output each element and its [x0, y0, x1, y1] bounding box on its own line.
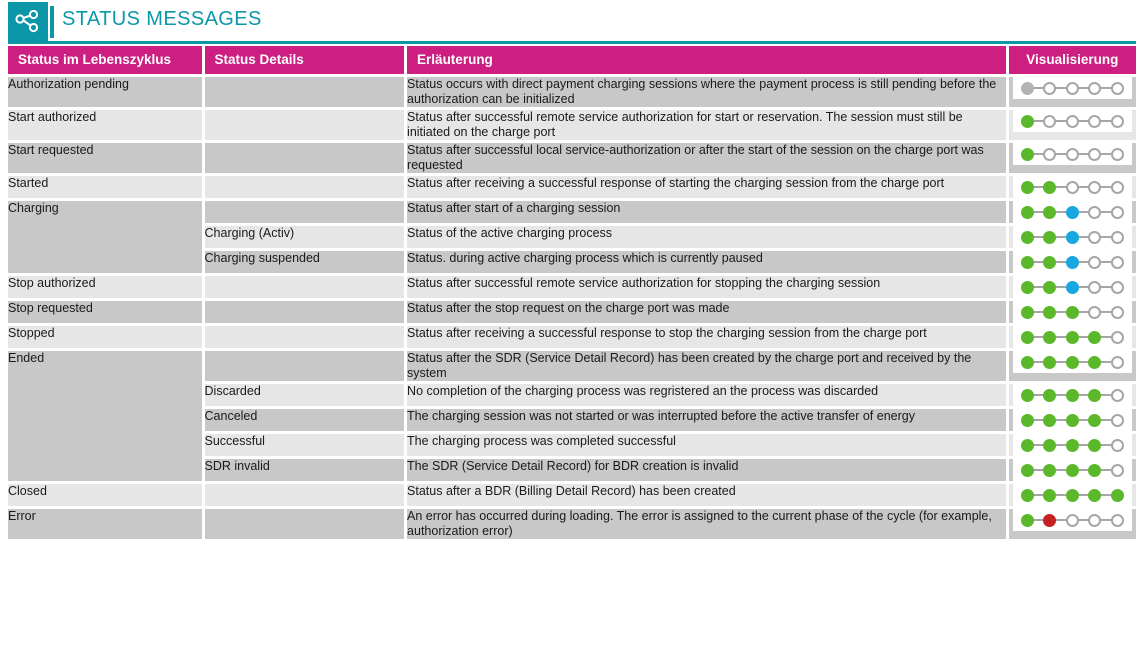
progress-dot-5-empty	[1111, 206, 1124, 219]
progress-dot-1-green	[1021, 414, 1034, 427]
progress-indicator	[1013, 301, 1132, 323]
progress-dot-2-green	[1043, 256, 1056, 269]
visualisierung-wrap	[1009, 326, 1136, 348]
progress-dot-4-green	[1088, 356, 1101, 369]
cell-visualisierung	[1009, 251, 1136, 276]
progress-indicator	[1013, 77, 1132, 99]
cell-status: Start requested	[8, 143, 205, 176]
visualisierung-wrap	[1009, 434, 1136, 456]
progress-dot-3-green	[1066, 439, 1079, 452]
progress-dot-5-empty	[1111, 331, 1124, 344]
table-row	[8, 176, 1136, 201]
progress-dot-5-empty	[1111, 115, 1124, 128]
progress-dot-2-green	[1043, 306, 1056, 319]
cell-status-details: SDR invalid	[205, 459, 408, 484]
visualisierung-wrap	[1009, 201, 1136, 223]
progress-track	[1021, 513, 1124, 527]
progress-dot-1-green	[1021, 115, 1034, 128]
cell-visualisierung	[1009, 110, 1136, 143]
column-header-status: Status im Lebenszyklus	[8, 46, 205, 74]
progress-dot-1-green	[1021, 331, 1034, 344]
table-body	[8, 77, 1136, 542]
table-header-row	[8, 46, 1136, 74]
cell-status: Start authorized	[8, 110, 205, 143]
visualisierung-wrap	[1009, 509, 1136, 531]
progress-dot-2-green	[1043, 281, 1056, 294]
progress-indicator	[1013, 351, 1132, 373]
cell-erlaeuterung: The charging process was completed successful	[407, 434, 1009, 459]
visualisierung-wrap	[1009, 110, 1136, 132]
cell-status-details	[205, 201, 408, 226]
cell-visualisierung	[1009, 276, 1136, 301]
progress-dot-4-empty	[1088, 148, 1101, 161]
cell-status-details	[205, 110, 408, 143]
cell-status-details	[205, 276, 408, 301]
progress-dot-1-green	[1021, 281, 1034, 294]
cell-erlaeuterung: Status after start of a charging session	[407, 201, 1009, 226]
table-row	[8, 276, 1136, 301]
cell-erlaeuterung: Status after receiving a successful response to stop the charging session from the charge port	[407, 326, 1009, 351]
progress-dot-4-empty	[1088, 256, 1101, 269]
cell-erlaeuterung: Status occurs with direct payment charging sessions where the payment process is still pending before the authorization can be initialized	[407, 77, 1009, 110]
progress-dot-4-empty	[1088, 281, 1101, 294]
progress-dot-1-green	[1021, 439, 1034, 452]
cell-status-details	[205, 351, 408, 384]
cell-status-details	[205, 484, 408, 509]
cell-erlaeuterung: Status of the active charging process	[407, 226, 1009, 251]
progress-track	[1021, 230, 1124, 244]
progress-dot-2-green	[1043, 356, 1056, 369]
header-divider	[50, 6, 54, 38]
progress-track	[1021, 330, 1124, 344]
cell-status-details	[205, 326, 408, 351]
progress-dot-3-green	[1066, 489, 1079, 502]
visualisierung-wrap	[1009, 409, 1136, 431]
progress-dot-2-green	[1043, 414, 1056, 427]
progress-dot-2-green	[1043, 181, 1056, 194]
cell-visualisierung	[1009, 384, 1136, 409]
cell-visualisierung	[1009, 201, 1136, 226]
progress-track	[1021, 255, 1124, 269]
cell-status: Started	[8, 176, 205, 201]
progress-dot-2-red	[1043, 514, 1056, 527]
progress-indicator	[1013, 226, 1132, 248]
visualisierung-wrap	[1009, 143, 1136, 165]
cell-status: Stop requested	[8, 301, 205, 326]
table-row	[8, 143, 1136, 176]
progress-dot-4-empty	[1088, 82, 1101, 95]
progress-indicator	[1013, 409, 1132, 431]
progress-dot-4-green	[1088, 439, 1101, 452]
progress-track	[1021, 413, 1124, 427]
progress-dot-3-blue	[1066, 231, 1079, 244]
progress-indicator	[1013, 276, 1132, 298]
progress-dot-4-empty	[1088, 181, 1101, 194]
cell-erlaeuterung: Status after the stop request on the charge port was made	[407, 301, 1009, 326]
progress-dot-1-green	[1021, 231, 1034, 244]
table-row	[8, 201, 1136, 226]
progress-indicator	[1013, 143, 1132, 165]
progress-dot-5-empty	[1111, 148, 1124, 161]
cell-visualisierung	[1009, 301, 1136, 326]
cell-erlaeuterung: The SDR (Service Detail Record) for BDR creation is invalid	[407, 459, 1009, 484]
progress-indicator	[1013, 384, 1132, 406]
progress-track	[1021, 305, 1124, 319]
cell-status-details	[205, 77, 408, 110]
column-header-visualisierung: Visualisierung	[1009, 46, 1136, 74]
progress-dot-2-empty	[1043, 115, 1056, 128]
progress-dot-1-green	[1021, 464, 1034, 477]
progress-dot-3-green	[1066, 414, 1079, 427]
progress-dot-5-empty	[1111, 256, 1124, 269]
page-title: STATUS MESSAGES	[62, 8, 262, 30]
progress-dot-4-empty	[1088, 115, 1101, 128]
cell-status: Ended	[8, 351, 205, 484]
progress-dot-5-empty	[1111, 306, 1124, 319]
progress-dot-1-green	[1021, 389, 1034, 402]
progress-dot-4-empty	[1088, 306, 1101, 319]
visualisierung-wrap	[1009, 276, 1136, 298]
visualisierung-wrap	[1009, 77, 1136, 99]
progress-dot-3-empty	[1066, 514, 1079, 527]
cell-status-details	[205, 176, 408, 201]
cell-status: Authorization pending	[8, 77, 205, 110]
progress-dot-3-empty	[1066, 115, 1079, 128]
table-row	[8, 110, 1136, 143]
progress-track	[1021, 488, 1124, 502]
progress-dot-3-empty	[1066, 82, 1079, 95]
progress-dot-1-green	[1021, 148, 1034, 161]
table-row	[8, 509, 1136, 542]
cell-status: Closed	[8, 484, 205, 509]
cell-status: Charging	[8, 201, 205, 276]
table-row	[8, 326, 1136, 351]
cell-erlaeuterung: Status after successful remote service authorization for stopping the charging session	[407, 276, 1009, 301]
progress-dot-5-empty	[1111, 82, 1124, 95]
progress-dot-3-blue	[1066, 256, 1079, 269]
progress-dot-5-empty	[1111, 464, 1124, 477]
status-messages-table	[8, 46, 1136, 542]
progress-dot-2-green	[1043, 206, 1056, 219]
progress-dot-4-empty	[1088, 231, 1101, 244]
progress-dot-5-empty	[1111, 414, 1124, 427]
visualisierung-wrap	[1009, 301, 1136, 323]
cell-status-details	[205, 301, 408, 326]
visualisierung-wrap	[1009, 459, 1136, 481]
progress-track	[1021, 388, 1124, 402]
progress-dot-5-empty	[1111, 356, 1124, 369]
cell-erlaeuterung: The charging session was not started or was interrupted before the active transfer of energy	[407, 409, 1009, 434]
progress-dot-4-empty	[1088, 206, 1101, 219]
progress-dot-1-grey	[1021, 82, 1034, 95]
cell-visualisierung	[1009, 509, 1136, 542]
visualisierung-wrap	[1009, 251, 1136, 273]
progress-dot-1-green	[1021, 514, 1034, 527]
cell-status-details: Charging suspended	[205, 251, 408, 276]
progress-dot-3-green	[1066, 464, 1079, 477]
visualisierung-wrap	[1009, 484, 1136, 506]
cell-visualisierung	[1009, 326, 1136, 351]
header-rule	[8, 41, 1136, 44]
progress-indicator	[1013, 459, 1132, 481]
cell-status-details: Discarded	[205, 384, 408, 409]
cell-status-details: Canceled	[205, 409, 408, 434]
cell-status-details: Successful	[205, 434, 408, 459]
table-row	[8, 77, 1136, 110]
progress-dot-5-empty	[1111, 181, 1124, 194]
progress-dot-1-green	[1021, 206, 1034, 219]
progress-indicator	[1013, 176, 1132, 198]
cell-status-details	[205, 143, 408, 176]
progress-dot-2-green	[1043, 464, 1056, 477]
progress-track	[1021, 438, 1124, 452]
column-header-erlaeuterung: Erläuterung	[407, 46, 1009, 74]
cell-status: Stopped	[8, 326, 205, 351]
progress-indicator	[1013, 110, 1132, 132]
table-row	[8, 351, 1136, 384]
progress-indicator	[1013, 326, 1132, 348]
visualisierung-wrap	[1009, 226, 1136, 248]
cell-erlaeuterung: Status after successful local service-authorization or after the start of the session on the charge port was requested	[407, 143, 1009, 176]
progress-dot-4-green	[1088, 489, 1101, 502]
progress-dot-1-green	[1021, 256, 1034, 269]
progress-dot-3-green	[1066, 331, 1079, 344]
cell-visualisierung	[1009, 351, 1136, 384]
share-network-icon	[8, 2, 48, 42]
cell-visualisierung	[1009, 434, 1136, 459]
table-row	[8, 301, 1136, 326]
progress-dot-3-blue	[1066, 206, 1079, 219]
progress-track	[1021, 114, 1124, 128]
cell-visualisierung	[1009, 484, 1136, 509]
progress-dot-4-green	[1088, 464, 1101, 477]
progress-dot-1-green	[1021, 356, 1034, 369]
column-header-status-details: Status Details	[205, 46, 408, 74]
cell-erlaeuterung: Status. during active charging process which is currently paused	[407, 251, 1009, 276]
cell-erlaeuterung: An error has occurred during loading. The error is assigned to the current phase of the cycle (for example, authorization error)	[407, 509, 1009, 542]
progress-indicator	[1013, 509, 1132, 531]
progress-dot-4-green	[1088, 389, 1101, 402]
progress-dot-5-green	[1111, 489, 1124, 502]
progress-track	[1021, 147, 1124, 161]
visualisierung-wrap	[1009, 384, 1136, 406]
progress-dot-2-empty	[1043, 148, 1056, 161]
progress-track	[1021, 355, 1124, 369]
progress-dot-5-empty	[1111, 389, 1124, 402]
progress-dot-2-green	[1043, 439, 1056, 452]
table-row	[8, 484, 1136, 509]
progress-dot-1-green	[1021, 489, 1034, 502]
progress-dot-5-empty	[1111, 439, 1124, 452]
cell-visualisierung	[1009, 409, 1136, 434]
cell-erlaeuterung: Status after successful remote service authorization for start or reservation. The session must still be initiated on the charge port	[407, 110, 1009, 143]
progress-dot-1-green	[1021, 306, 1034, 319]
progress-track	[1021, 205, 1124, 219]
cell-status-details: Charging (Activ)	[205, 226, 408, 251]
cell-erlaeuterung: Status after a BDR (Billing Detail Record) has been created	[407, 484, 1009, 509]
progress-dot-2-green	[1043, 231, 1056, 244]
progress-dot-3-green	[1066, 356, 1079, 369]
progress-dot-2-green	[1043, 389, 1056, 402]
progress-dot-3-blue	[1066, 281, 1079, 294]
progress-dot-5-empty	[1111, 231, 1124, 244]
progress-dot-2-green	[1043, 331, 1056, 344]
cell-status: Error	[8, 509, 205, 542]
progress-dot-3-green	[1066, 306, 1079, 319]
progress-track	[1021, 180, 1124, 194]
app-header	[0, 0, 1144, 46]
cell-status-details	[205, 509, 408, 542]
cell-visualisierung	[1009, 77, 1136, 110]
progress-dot-1-green	[1021, 181, 1034, 194]
progress-dot-5-empty	[1111, 514, 1124, 527]
cell-erlaeuterung: Status after the SDR (Service Detail Record) has been created by the charge port and received by the system	[407, 351, 1009, 384]
progress-dot-3-empty	[1066, 181, 1079, 194]
cell-erlaeuterung: Status after receiving a successful response of starting the charging session from the charge port	[407, 176, 1009, 201]
progress-dot-5-empty	[1111, 281, 1124, 294]
cell-erlaeuterung: No completion of the charging process was regristered an the process was discarded	[407, 384, 1009, 409]
visualisierung-wrap	[1009, 176, 1136, 198]
visualisierung-wrap	[1009, 351, 1136, 373]
progress-indicator	[1013, 484, 1132, 506]
progress-dot-4-green	[1088, 331, 1101, 344]
progress-dot-4-empty	[1088, 514, 1101, 527]
progress-dot-4-green	[1088, 414, 1101, 427]
cell-visualisierung	[1009, 226, 1136, 251]
cell-visualisierung	[1009, 459, 1136, 484]
progress-dot-3-empty	[1066, 148, 1079, 161]
progress-dot-3-green	[1066, 389, 1079, 402]
progress-track	[1021, 81, 1124, 95]
progress-dot-2-empty	[1043, 82, 1056, 95]
progress-track	[1021, 463, 1124, 477]
cell-visualisierung	[1009, 143, 1136, 176]
progress-indicator	[1013, 434, 1132, 456]
cell-visualisierung	[1009, 176, 1136, 201]
cell-status: Stop authorized	[8, 276, 205, 301]
progress-indicator	[1013, 201, 1132, 223]
progress-indicator	[1013, 251, 1132, 273]
progress-track	[1021, 280, 1124, 294]
progress-dot-2-green	[1043, 489, 1056, 502]
